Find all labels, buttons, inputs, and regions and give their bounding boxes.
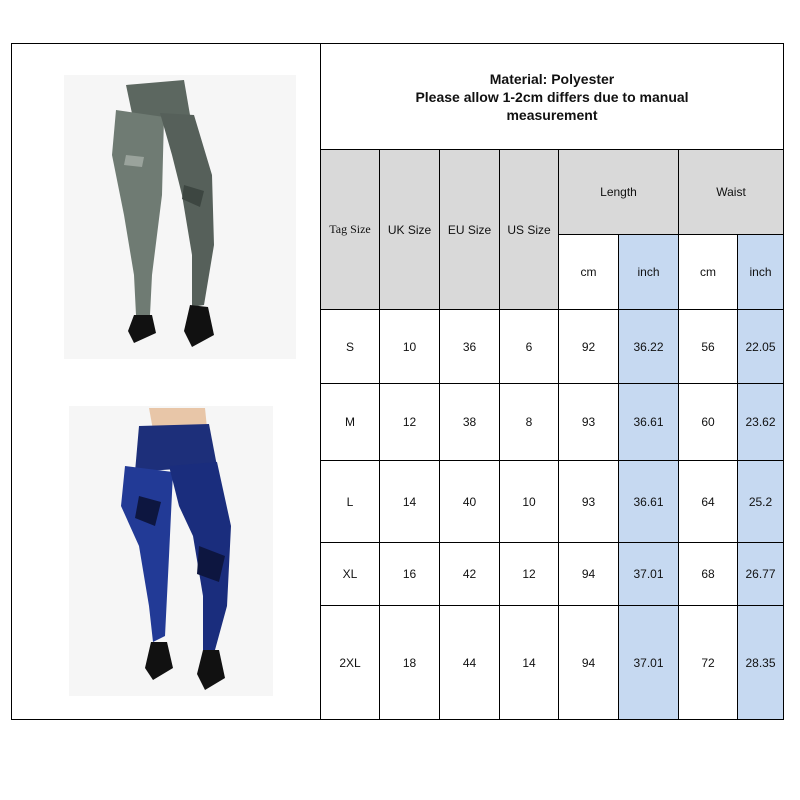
cell-waist-cm-row-2: 60 <box>679 384 738 461</box>
header-length-cm: cm <box>559 235 619 310</box>
header-length-inch: inch <box>619 235 679 310</box>
cell-len-cm-row-2: 93 <box>559 384 619 461</box>
cell-tag-row-3: L <box>321 461 380 543</box>
cell-len-cm-row-1: 92 <box>559 310 619 384</box>
header-waist-inch: inch <box>738 235 783 310</box>
cell-uk-row-4: 16 <box>380 543 440 606</box>
cell-len-in-row-1: 36.22 <box>619 310 679 384</box>
cell-us-row-4: 12 <box>500 543 559 606</box>
cell-uk-row-3: 14 <box>380 461 440 543</box>
cell-waist-cm-row-4: 68 <box>679 543 738 606</box>
cell-waist-in-row-2: 23.62 <box>738 384 783 461</box>
cell-len-in-row-4: 37.01 <box>619 543 679 606</box>
cell-tag-row-5: 2XL <box>321 606 380 719</box>
cell-us-row-3: 10 <box>500 461 559 543</box>
header-waist: Waist <box>679 150 783 235</box>
cell-len-in-row-2: 36.61 <box>619 384 679 461</box>
header-tag-size: Tag Size <box>321 150 380 310</box>
cell-tag-row-2: M <box>321 384 380 461</box>
header-waist-cm: cm <box>679 235 738 310</box>
cell-waist-in-row-5: 28.35 <box>738 606 783 719</box>
cell-us-row-5: 14 <box>500 606 559 719</box>
note-text-line1: Please allow 1-2cm differs due to manual <box>415 88 689 105</box>
cell-uk-row-1: 10 <box>380 310 440 384</box>
header-us-size: US Size <box>500 150 559 310</box>
cell-us-row-1: 6 <box>500 310 559 384</box>
cell-len-in-row-5: 37.01 <box>619 606 679 719</box>
cell-waist-cm-row-3: 64 <box>679 461 738 543</box>
cell-eu-row-5: 44 <box>440 606 500 719</box>
cell-waist-in-row-3: 25.2 <box>738 461 783 543</box>
size-chart <box>320 43 784 720</box>
cell-eu-row-1: 36 <box>440 310 500 384</box>
cell-tag-row-1: S <box>321 310 380 384</box>
cell-waist-cm-row-5: 72 <box>679 606 738 719</box>
cell-eu-row-4: 42 <box>440 543 500 606</box>
note-text-line2: measurement <box>506 106 598 123</box>
cell-uk-row-5: 18 <box>380 606 440 719</box>
header-uk-size: UK Size <box>380 150 440 310</box>
material-text: Material: Polyester <box>489 70 615 87</box>
cell-tag-row-4: XL <box>321 543 380 606</box>
cell-len-cm-row-3: 93 <box>559 461 619 543</box>
header-length: Length <box>559 150 679 235</box>
cell-waist-in-row-4: 26.77 <box>738 543 783 606</box>
cell-len-in-row-3: 36.61 <box>619 461 679 543</box>
header-eu-size: EU Size <box>440 150 500 310</box>
cell-us-row-2: 8 <box>500 384 559 461</box>
product-image-panel <box>11 43 320 720</box>
cell-waist-cm-row-1: 56 <box>679 310 738 384</box>
cell-eu-row-3: 40 <box>440 461 500 543</box>
cell-uk-row-2: 12 <box>380 384 440 461</box>
blue-leggings-photo <box>69 406 273 696</box>
cell-eu-row-2: 38 <box>440 384 500 461</box>
cell-waist-in-row-1: 22.05 <box>738 310 783 384</box>
grey-leggings-photo <box>64 75 296 359</box>
cell-len-cm-row-4: 94 <box>559 543 619 606</box>
chart-header <box>321 44 783 150</box>
cell-len-cm-row-5: 94 <box>559 606 619 719</box>
